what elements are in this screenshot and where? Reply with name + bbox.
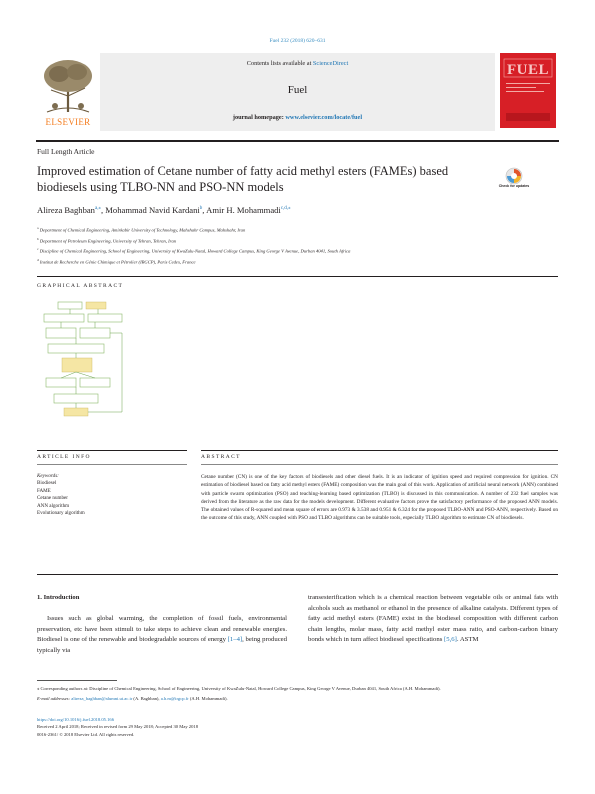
keyword-item: ANN algorithm	[37, 502, 70, 509]
affiliation-text: Department of Petroleum Engineering, University of Tehran, Tehran, Iran	[39, 238, 177, 244]
article-type: Full Length Article	[37, 147, 95, 156]
keyword-item: Cetane number	[37, 495, 68, 502]
email-link[interactable]: a.h.m@irgcp.fr	[160, 696, 189, 702]
intro-right-tail: . ASTM	[456, 636, 479, 644]
author-affiliation-mark[interactable]: b	[199, 206, 203, 212]
journal-homepage	[100, 114, 495, 121]
affiliation-item	[37, 224, 350, 235]
email-link[interactable]: alireza_baghban@alumni.ut.ac.ir	[71, 696, 133, 702]
affiliation-mark: d	[37, 257, 39, 262]
article-info-heading: ARTICLE INFO	[37, 454, 91, 460]
doi-link[interactable]: https://doi.org/10.1016/j.fuel.2018.05.166	[37, 717, 114, 722]
journal-name: Fuel	[287, 84, 308, 96]
publication-info	[37, 716, 198, 738]
affiliation-list	[37, 224, 350, 266]
check-for-updates-label[interactable]: Check for updates	[498, 184, 530, 188]
graphical-abstract-flowchart[interactable]	[38, 300, 148, 422]
email-owner: (A.H. Mohammadi).	[188, 696, 228, 702]
check-for-updates-icon[interactable]	[500, 166, 528, 194]
introduction-heading: 1. Introduction	[37, 594, 80, 601]
keyword-item: Biodiesel	[37, 480, 57, 487]
email-label: E-mail addresses:	[37, 696, 72, 702]
intro-left-tail: , being produced typically via	[37, 636, 287, 654]
cover-title: FUEL	[506, 62, 549, 78]
keywords-heading: Keywords:	[37, 473, 59, 479]
abstract-text: Cetane number (CN) is one of the key factors of biodiesels and other diesel fuels. It is an indicator of ignition speed and required compression for ignition. CN estimation of biodiesel based on fatty acid methyl esters (FAME) composition was the main goal of this work. Application of artificial neural network (ANN) combined with particle swarm optimization (PSO) and teaching-learning based optimization (TLBO) is discussed in this communication. A number of 232 fuel samples was derived from the literature as the raw data for the models development. Different evaluative factors prove the satisfactory performance of the proposed ANN models. The obtained values of R-squared and mean square of errors are 0.973 & 3.538 and 0.951 & 6.324 for the proposed TLBO-ANN and PSO-ANN, respectively. Based on the outcome of this study, ANN coupled with PSO and TLBO algorithms can be suitable tools, especially TLBO algorithm to estimate CN of biodiesels.	[201, 474, 558, 522]
author-name[interactable]: Mohammad Navid Kardani	[105, 205, 200, 215]
affiliation-item	[37, 256, 350, 267]
sciencedirect-link[interactable]: ScienceDirect	[312, 60, 349, 67]
contents-prefix: Contents lists available at	[246, 60, 313, 67]
affiliation-mark: b	[37, 236, 39, 241]
corresponding-author-note: ⁎ Corresponding authors at: Discipline of Chemical Engineering, School of Engineering, University of KwaZulu-Natal, Howard College Campus, King George V Avenue, Durban 4041, South Africa (A.H. Mohammadi).	[37, 686, 441, 691]
contents-availability	[100, 60, 495, 67]
article-title: Improved estimation of Cetane number of fatty acid methyl esters (FAMEs) based biodiesels using TLBO-NN and PSO-NN models	[37, 164, 449, 194]
journal-reference[interactable]: Fuel 232 (2018) 620–631	[269, 38, 326, 44]
author-affiliation-mark[interactable]: a,⁎	[94, 206, 101, 212]
author-affiliation-mark[interactable]: c,d,⁎	[280, 206, 291, 212]
email-note	[37, 695, 558, 702]
copyright-notice: 0016-2361/ © 2018 Elsevier Ltd. All rights reserved.	[37, 731, 135, 737]
affiliation-mark: c	[37, 247, 39, 252]
article-info-subrule	[37, 464, 187, 465]
footnote-rule	[37, 680, 117, 681]
affiliation-mark: a	[37, 226, 39, 230]
intro-left-text: Issues such as global warming, the completion of fossil fuels, environmental preservation, etc have been stimuli to take steps to achieve clean and renewable energies. Biodiesel is one of the renewable and biodegradable sources of energy	[37, 615, 287, 644]
footnotes	[37, 685, 558, 703]
graphical-abstract-rule	[37, 276, 558, 277]
abstract-rule	[201, 450, 558, 451]
elsevier-wordmark: ELSEVIER	[45, 117, 91, 127]
author-list: Alireza Baghban$^{a,⁎}$, Mohammad Navid Kardani$^b$, Amir H. Mohammadi$^{c,d,⁎}$	[37, 205, 291, 215]
received-dates: Received 2 April 2018; Received in revised form 29 May 2018; Accepted 30 May 2018	[37, 724, 198, 730]
abstract-subrule	[201, 464, 558, 465]
keyword-item: Evolutionary algorithm	[37, 510, 85, 517]
affiliation-text: Department of Chemical Engineering, Amirkabir University of Technology, Mahshahr Campus, Mahshahr, Iran	[39, 227, 246, 233]
affiliation-item	[37, 235, 350, 246]
introduction-right-column	[308, 593, 558, 646]
affiliation-text: Institut de Recherche en Génie Chimique et Pétrolier (IRGCP), Paris Cedex, France	[39, 259, 196, 265]
homepage-link[interactable]: www.elsevier.com/locate/fuel	[285, 114, 363, 121]
author-name[interactable]: Alireza Baghban	[37, 205, 95, 215]
affiliation-item	[37, 245, 350, 256]
homepage-prefix: journal homepage:	[232, 114, 286, 121]
intro-right-text: transesterification which is a chemical reaction between vegetable oils or animal fats with alcohols such as methanol or ethanol in the presence of alkaline catalysts. Different types of fatty acid methyl esters (FAME) exist in the biodiesel composition with different carbon chain lengths, molar mass, fatty acid methyl ester mass ratio, and carbon-carbon binary bonds which in turn affect biodiesel specifications	[308, 594, 558, 644]
header-rule	[36, 140, 559, 142]
email-owner: (A. Baghban),	[132, 696, 161, 702]
introduction-left-column	[37, 614, 287, 656]
article-info-rule	[37, 450, 187, 451]
abstract-bottom-rule	[37, 574, 558, 575]
abstract-heading: ABSTRACT	[201, 454, 241, 460]
keywords-list	[37, 473, 85, 517]
affiliation-text: Discipline of Chemical Engineering, School of Engineering, University of KwaZulu-Natal, Howard College Campus, King George V Avenue, Durban 4041, South Africa	[39, 248, 351, 254]
author-name[interactable]: Amir H. Mohammadi	[206, 205, 281, 215]
citation-link[interactable]: [5,6]	[444, 636, 457, 644]
graphical-abstract-heading: GRAPHICAL ABSTRACT	[37, 283, 124, 289]
citation-link[interactable]: [1–4]	[227, 636, 243, 644]
keyword-item: FAME	[37, 487, 51, 494]
